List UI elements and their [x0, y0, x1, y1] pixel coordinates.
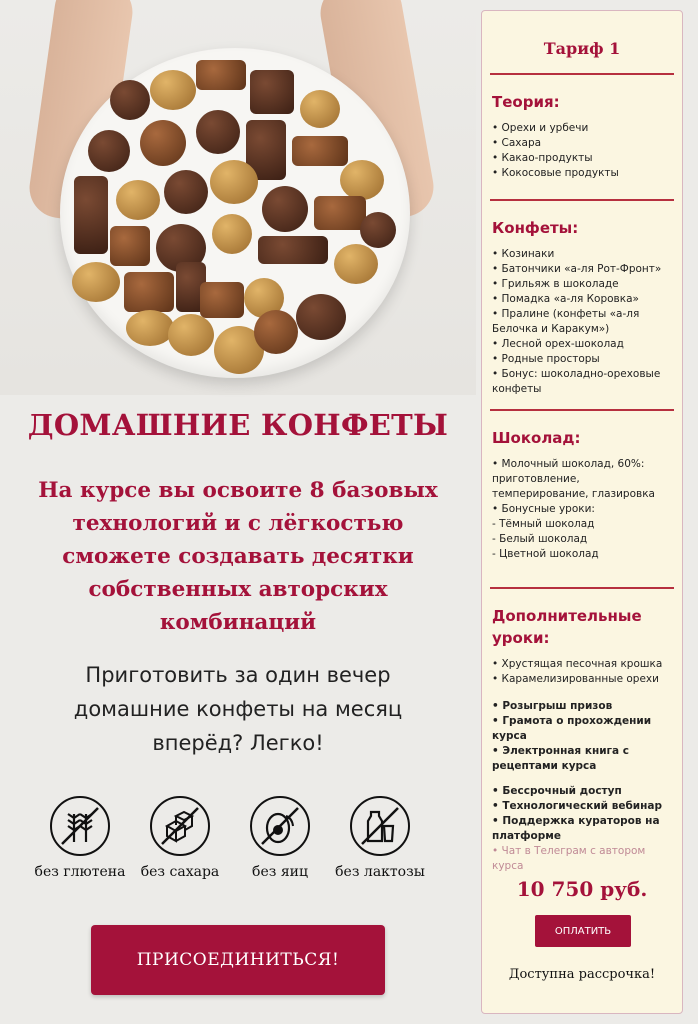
- no-eggs-icon: [250, 796, 310, 856]
- list-item: • Батончики «а-ля Рот-Фронт»: [492, 263, 662, 275]
- hero-image: [0, 0, 476, 395]
- section-title-chocolate: Шоколад:: [492, 429, 581, 447]
- list-item: • Карамелизированные орехи: [492, 673, 659, 685]
- feature-label: без глютена: [34, 864, 126, 880]
- list-item: • Какао-продукты: [492, 152, 593, 164]
- feature-no-sugar: [132, 796, 228, 880]
- list-item: • Лесной орех-шоколад: [492, 338, 624, 350]
- list-item: • Бессрочный доступ: [492, 785, 622, 797]
- list-item: • Орехи и урбечи: [492, 122, 589, 134]
- section-title-extra-lessons: Дополнительные уроки:: [492, 607, 642, 647]
- extra-lessons-list: [492, 657, 674, 687]
- list-item: • Поддержка кураторов на платформе: [492, 815, 660, 842]
- no-gluten-icon: [50, 796, 110, 856]
- no-lactose-icon: [350, 796, 410, 856]
- section-title-candies: Конфеты:: [492, 219, 579, 237]
- feature-label: без лактозы: [335, 864, 425, 880]
- page-title: ДОМАШНИЕ КОНФЕТЫ: [27, 408, 449, 442]
- features-row: [34, 796, 440, 896]
- pay-button[interactable]: ОПЛАТИТЬ: [535, 915, 631, 947]
- list-item: • Технологический вебинар: [492, 800, 662, 812]
- chocolate-list: [492, 457, 674, 562]
- list-item: • Хрустящая песочная крошка: [492, 658, 663, 670]
- list-item: • Бонус: шоколадно-ореховые конфеты: [492, 368, 661, 395]
- list-item: • Помадка «а-ля Коровка»: [492, 293, 639, 305]
- join-button[interactable]: ПРИСОЕДИНИТЬСЯ!: [91, 925, 385, 995]
- feature-no-gluten: [32, 796, 128, 880]
- list-item: • Пралине (конфеты «а-ля Белочка и Каракум»): [492, 308, 640, 335]
- no-sugar-icon: [150, 796, 210, 856]
- list-item: • Молочный шоколад, 60%: приготовление, темперирование, глазировка: [492, 458, 655, 500]
- bonus-list: [492, 699, 674, 874]
- list-item: • Грильяж в шоколаде: [492, 278, 619, 290]
- tariff-title: Тариф 1: [543, 39, 621, 58]
- list-item: • Розыгрыш призов: [492, 700, 613, 712]
- list-item: • Чат в Телеграм с автором курса: [492, 845, 646, 872]
- divider: [490, 409, 674, 411]
- course-subtitle: На курсе вы освоите 8 базовых технологий и с лёгкостью сможете создавать десятки собственных авторских комбинаций: [38, 478, 438, 635]
- list-item: - Тёмный шоколад: [492, 518, 595, 530]
- divider: [490, 73, 674, 75]
- feature-label: без яиц: [252, 864, 308, 880]
- list-item: • Родные просторы: [492, 353, 600, 365]
- theory-list: [492, 121, 674, 181]
- list-item: • Сахара: [492, 137, 542, 149]
- feature-no-lactose: [332, 796, 428, 880]
- course-description: Приготовить за один вечер домашние конфеты на месяц вперёд? Легко!: [73, 663, 403, 755]
- list-item: - Цветной шоколад: [492, 548, 599, 560]
- candies-list: [492, 247, 674, 397]
- installment-note: Доступна рассрочка!: [508, 967, 656, 982]
- list-item: • Грамота о прохождении курса: [492, 715, 652, 742]
- section-title-theory: Теория:: [492, 93, 560, 111]
- divider: [490, 587, 674, 589]
- divider: [490, 199, 674, 201]
- feature-no-eggs: [232, 796, 328, 880]
- list-item: • Электронная книга с рецептами курса: [492, 745, 630, 772]
- list-item: • Козинаки: [492, 248, 555, 260]
- tariff-card: [481, 10, 683, 1014]
- price: 10 750 руб.: [516, 877, 648, 901]
- list-item: - Белый шоколад: [492, 533, 588, 545]
- list-item: • Бонусные уроки:: [492, 503, 595, 515]
- list-item: • Кокосовые продукты: [492, 167, 619, 179]
- feature-label: без сахара: [140, 864, 220, 880]
